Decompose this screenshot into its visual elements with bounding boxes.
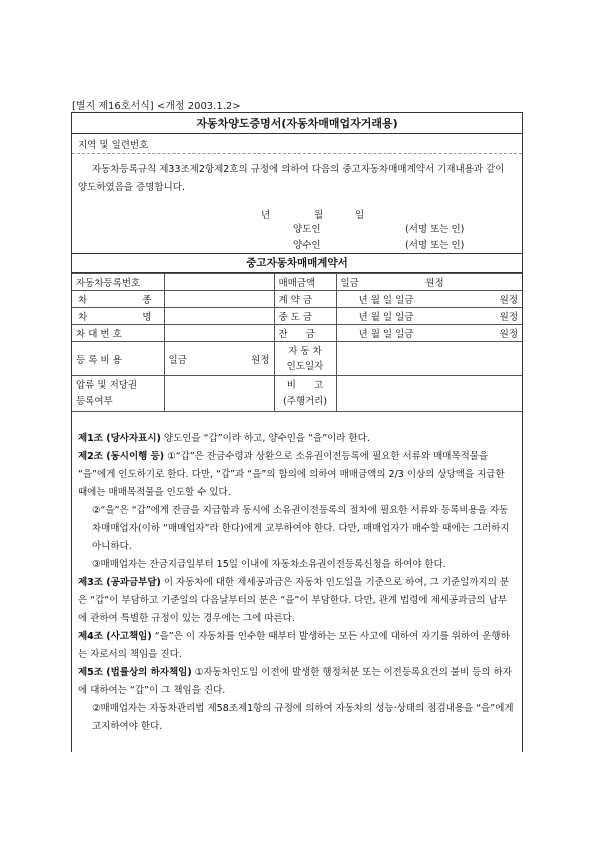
deposit-suffix: 원정 xyxy=(499,295,518,306)
clause-text: ③매매업자는 잔금지급일부터 15일 이내에 자동차소유권이전등록신청을 하여야 한다. xyxy=(92,559,446,570)
name-label-2: 명 xyxy=(142,312,152,323)
contract-clauses xyxy=(78,430,516,736)
delivery-label-1: 자 동 차 xyxy=(288,345,322,357)
interim-label: 중 도 금 xyxy=(274,308,336,325)
date-year-label: 년 xyxy=(261,210,271,221)
clause-heading: 제4조 (사고책임) xyxy=(78,631,152,642)
balance-value[interactable] xyxy=(336,325,522,342)
note-label-2: (주행거리) xyxy=(282,395,328,407)
vin-value[interactable] xyxy=(164,325,274,342)
certificate-intro: 자동차등록규칙 제33조제2항제2호의 규정에 의하여 다음의 중고자동차매매계약서 기재내용과 같이 양도하였음을 증명합니다. xyxy=(78,164,505,193)
lien-value[interactable] xyxy=(164,376,274,412)
divider xyxy=(72,153,522,154)
kind-label-1: 차 xyxy=(78,295,88,306)
clause-heading: 제3조 (공과금부담) xyxy=(78,577,161,588)
lien-label-2: 등록여부 xyxy=(76,395,113,407)
delivery-label-2: 인도일자 xyxy=(286,360,324,372)
note-label-1: 비 고 xyxy=(286,379,324,391)
table-row xyxy=(72,376,522,412)
clause-text: ②“을”은 “갑”에게 잔금을 지급함과 동시에 소유권이전등록의 절차에 필요한 서류와 등록비용을 자동차매매업자(이하 “매매업자”라 한다)에게 교부하여야 한다. 다만, 매매업자가 매수할 때에는 그러하지 아니하다. xyxy=(92,505,510,552)
date-day-label: 일 xyxy=(355,210,365,221)
table-row xyxy=(72,308,522,325)
clause xyxy=(78,700,516,736)
table-row xyxy=(72,274,522,291)
reg-number-label: 자동차등록번호 xyxy=(72,274,164,291)
clause xyxy=(78,448,516,502)
note-value[interactable] xyxy=(336,376,522,412)
document-frame xyxy=(71,112,523,752)
kind-value[interactable] xyxy=(164,291,274,308)
clause-text: ②매매업자는 자동차관리법 제58조제1항의 규정에 의하여 자동차의 성능·상태의 점검내용을 “을”에게 고지하여야 한다. xyxy=(92,703,514,732)
interim-value[interactable] xyxy=(336,308,522,325)
lien-label-1: 압류 및 저당권 xyxy=(76,379,138,391)
reg-number-value[interactable] xyxy=(164,274,274,291)
balance-suffix: 원정 xyxy=(499,329,518,340)
form-number-note: [별지 제16호서식] <개정 2003.1.2> xyxy=(72,101,241,112)
transferee-signature-note: (서명 또는 인) xyxy=(405,240,465,251)
delivery-value[interactable] xyxy=(336,342,522,376)
clause-text: 양도인을 “갑”이라 하고, 양수인을 “을”이라 한다. xyxy=(160,433,370,444)
date-month-label: 월 xyxy=(314,210,324,221)
reg-cost-value[interactable] xyxy=(164,342,274,376)
clause-text: ①“갑”은 잔금수령과 상환으로 소유권이전등록에 필요한 서류와 매매목적물을 “을”에게 인도하기로 한다. 다만, “갑”과 “을”의 합의에 의하여 매매금액의 2/3 이상의 상당액을 지급한 때에는 매매목적물을 인도할 수 있다. xyxy=(78,451,505,498)
interim-suffix: 원정 xyxy=(499,312,518,323)
balance-label: 잔 금 xyxy=(274,325,336,342)
reg-cost-suffix: 원정 xyxy=(251,354,270,366)
balance-date: 년 월 일 일금 xyxy=(358,329,414,340)
clause-text: 이 자동차에 대한 제세공과금은 자동차 인도일을 기준으로 하여, 그 기준일까지의 분은 “갑”이 부담하고 기준일의 다음날부터의 분은 “을”이 부담한다. 다만, 관계 법령에 제세공과금의 납부에 관하여 특별한 규정이 있는 경우에는 그에 따른다. xyxy=(78,577,510,624)
clause xyxy=(78,664,516,700)
clause xyxy=(78,574,516,628)
price-label: 매매금액 xyxy=(274,274,336,291)
clause-heading: 제5조 (법률상의 하자책임) xyxy=(78,667,192,678)
clause-text: “을”은 이 자동차를 인수한 때부터 발생하는 모든 사고에 대하여 자기를 위하여 운행하는 자로서의 책임을 진다. xyxy=(78,631,510,660)
clause-heading: 제1조 (당사자표시) xyxy=(78,433,161,444)
certificate-title: 자동차양도증명서(자동차매매업자거래용) xyxy=(72,113,522,134)
table-row xyxy=(72,342,522,376)
contract-title: 중고자동차매매계약서 xyxy=(72,253,522,273)
table-row xyxy=(72,291,522,308)
deposit-date: 년 월 일 일금 xyxy=(358,295,414,306)
transferee-label: 양수인 xyxy=(293,240,321,251)
table-row xyxy=(72,325,522,342)
kind-label-2: 종 xyxy=(142,295,152,306)
reg-cost-amount: 일금 xyxy=(168,354,187,366)
clause xyxy=(78,430,516,448)
clause xyxy=(78,628,516,664)
contract-table xyxy=(72,273,522,412)
clause-heading: 제2조 (동시이행 등) xyxy=(78,451,165,462)
interim-date: 년 월 일 일금 xyxy=(358,312,414,323)
deposit-label: 계 약 금 xyxy=(274,291,336,308)
vin-label: 차 대 번 호 xyxy=(72,325,164,342)
region-serial-label: 지역 및 일련번호 xyxy=(78,140,149,151)
transferor-signature-note: (서명 또는 인) xyxy=(405,224,465,235)
name-value[interactable] xyxy=(164,308,274,325)
deposit-value[interactable] xyxy=(336,291,522,308)
date-line xyxy=(261,207,364,221)
clause xyxy=(78,556,516,574)
clause-text: ①자동차인도일 이전에 발생한 행정처분 또는 이전등록요건의 불비 등의 하자에 대하여는 “갑”이 그 책임을 진다. xyxy=(78,667,512,696)
clause xyxy=(78,502,516,556)
price-value[interactable]: 일금 원정 xyxy=(336,274,522,291)
name-label-1: 차 xyxy=(78,312,88,323)
reg-cost-label: 등 록 비 용 xyxy=(72,342,164,376)
transferor-label: 양도인 xyxy=(293,224,321,235)
